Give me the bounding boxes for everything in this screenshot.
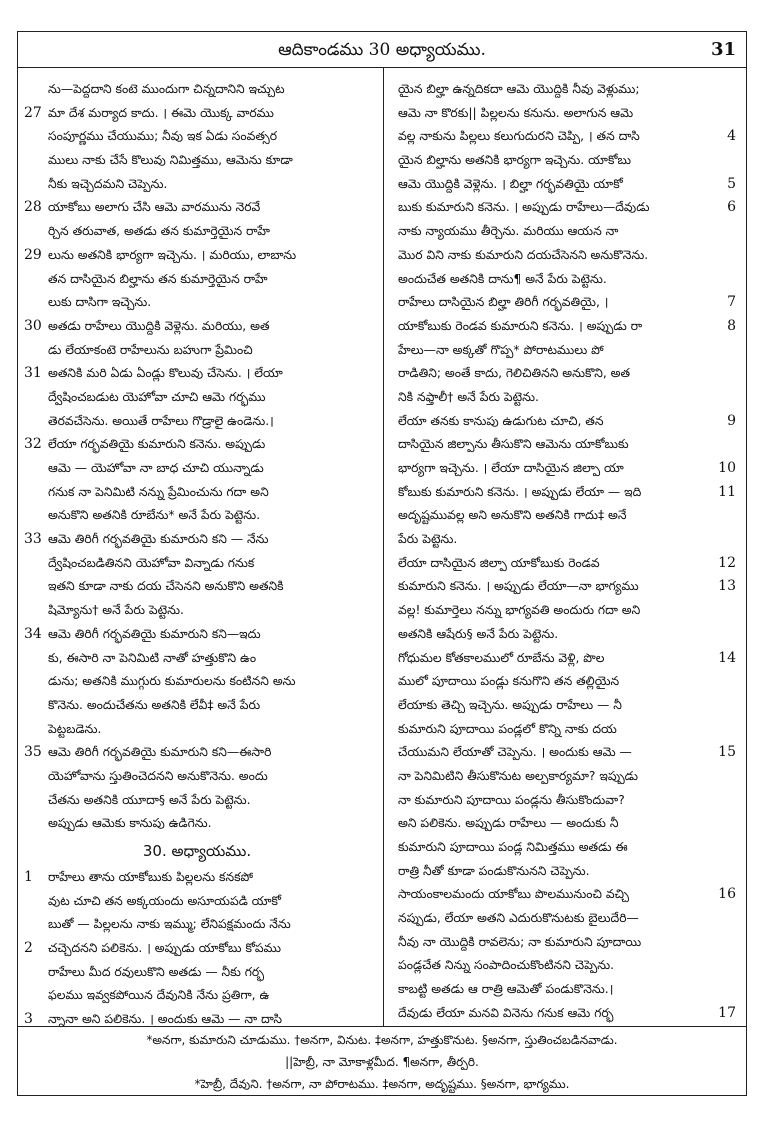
verse-number: 32 bbox=[24, 436, 42, 453]
line-text: న్నానా అని పలికెను. । అందుకు ఆమె — నా దాసి bbox=[48, 1012, 283, 1027]
text-line bbox=[392, 836, 738, 860]
line-text: రాహేలు దాసియైన బిల్హా తిరిగీ గర్భవతియై, । bbox=[398, 295, 609, 310]
text-line bbox=[24, 718, 370, 742]
text-line bbox=[392, 694, 738, 718]
line-text: నాకు న్యాయము తీర్చెను. మరియు ఆయన నా bbox=[398, 224, 619, 239]
text-line bbox=[24, 741, 370, 765]
line-text: కు, ఈసారి నా పెనిమిటి నాతో హత్తుకొని ఉం bbox=[48, 650, 257, 665]
text-line bbox=[24, 866, 370, 890]
chapter-heading: 30. అధ్యాయము. bbox=[142, 842, 252, 860]
line-text: తెరవచేసెను. అయితే రాహేలు గొడ్రాలై ఉండెను.। bbox=[48, 413, 274, 428]
text-line bbox=[24, 789, 370, 813]
text-line bbox=[24, 481, 370, 505]
line-text: ఆమె నా కొరకు|| పిల్లలను కనును. అలాగున ఆమె bbox=[398, 105, 634, 120]
text-line bbox=[392, 410, 738, 434]
text-line bbox=[24, 433, 370, 457]
line-text: డును; అతనికి ముగ్గురు కుమారులను కంటినని అను bbox=[48, 674, 296, 689]
text-line bbox=[392, 196, 738, 220]
text-line bbox=[24, 552, 370, 576]
verse-number: 13 bbox=[718, 578, 736, 595]
line-text: ఆమె తిరిగీ గర్భవతియై కుమారుని కని—ఇదు bbox=[48, 626, 261, 641]
line-text: నా కుమారుని పూదాయి పండ్లను తీసుకొందువా? bbox=[398, 792, 625, 807]
text-line bbox=[24, 78, 370, 102]
line-text: రాడితిని; అంతే కాదు, గెలిచితినని అనుకొని, అత bbox=[398, 366, 631, 381]
line-text: చేతను అతనికి యూదా§ అనే పేరు పెట్టెను. bbox=[48, 792, 251, 807]
text-line bbox=[392, 718, 738, 742]
text-line bbox=[392, 647, 738, 671]
scripture-page bbox=[17, 31, 747, 1096]
page-header bbox=[18, 32, 746, 68]
line-text: రాహేలు తాను యాకోబుకు పిల్లలను కనకపో bbox=[48, 870, 254, 884]
text-line bbox=[24, 196, 370, 220]
line-text: నా పెనిమిటిని తీసుకొనుట అల్పకార్యమా? ఇప్పుడు bbox=[398, 768, 639, 783]
line-text: ఆమె తిరిగీ గర్భవతియై కుమారుని కని—ఈసారి bbox=[48, 745, 272, 760]
line-text: ర్చిన తరువాత, అతడు తన కుమార్తెయైన రాహే bbox=[48, 224, 270, 239]
verse-number: 33 bbox=[24, 531, 42, 548]
text-line bbox=[392, 362, 738, 386]
text-line bbox=[392, 173, 738, 197]
line-text: రాహేలు మీద రవులుకొని అతడు — నీకు గర్భ bbox=[48, 964, 265, 979]
verse-number: 10 bbox=[718, 460, 736, 476]
line-text: యాకోబుకు రెండవ కుమారుని కనెను. । అప్పుడు రా bbox=[398, 318, 643, 333]
footnotes bbox=[18, 1026, 746, 1097]
text-line bbox=[392, 670, 738, 694]
text-line bbox=[392, 220, 738, 244]
text-line bbox=[24, 268, 370, 292]
right-column bbox=[392, 78, 738, 1026]
verse-number: 4 bbox=[727, 128, 736, 145]
line-text: లేయా గర్భవతియై కుమారుని కనెను. అప్పుడు bbox=[48, 437, 266, 452]
text-line bbox=[392, 883, 738, 907]
text-line bbox=[392, 741, 738, 765]
text-line bbox=[392, 907, 738, 931]
line-text: నీవు నా యొద్దికి రావలెను; నా కుమారుని పూదాయి bbox=[398, 934, 642, 949]
line-text: ఆమె యొద్దికి వెళ్లెను. । బిల్హా గర్భవతియై యాకో bbox=[398, 176, 623, 191]
column-divider bbox=[383, 68, 384, 1026]
text-line bbox=[392, 481, 738, 505]
line-text: వల్ల నాకును పిల్లలు కలుగుదురని చెప్పి, । తన దాసి bbox=[398, 129, 640, 144]
verse-number: 31 bbox=[24, 365, 42, 382]
verse-number: 9 bbox=[727, 412, 736, 429]
text-line bbox=[24, 647, 370, 671]
line-text: లును అతనికి భార్యగా ఇచ్చెను. । మరియు, లాబాను bbox=[48, 247, 297, 262]
line-text: పండ్లచేత నిన్ను సంపాదించుకొంటినని చెప్పెను. bbox=[398, 958, 615, 973]
line-text: నప్పుడు, లేయా అతని ఎదురుకొనుటకు బైలుదేరి— bbox=[398, 911, 639, 926]
line-text: చేయుమని లేయాతో చెప్పెను. । అందుకు ఆమె — bbox=[398, 745, 632, 760]
line-text: బుతో — పిల్లలను నాకు ఇమ్ము; లేనిపక్షమందు నేను bbox=[48, 917, 291, 932]
text-line bbox=[392, 386, 738, 410]
line-text: హేలు—నా అక్కతో గొప్ప* పోరాటములు పో bbox=[398, 342, 604, 357]
text-line bbox=[24, 984, 370, 1008]
line-text: అతనికి మరి ఏడు ఏండ్లు కొలువు చేసెను. । లేయా bbox=[48, 366, 283, 381]
text-line bbox=[392, 860, 738, 884]
line-text: తన దాసియైన బిల్హాను తన కుమార్తెయైన రాహే bbox=[48, 271, 268, 286]
line-text: కుమారుని పూదాయి పండ్లలో కొన్ని నాకు దయ bbox=[398, 721, 617, 736]
verse-number: 11 bbox=[718, 483, 736, 500]
text-line bbox=[392, 244, 738, 268]
line-text: చచ్చెదనని పలికెను. । అప్పుడు యాకోబు కోపము bbox=[48, 941, 281, 956]
verse-number: 2 bbox=[24, 940, 33, 957]
line-text: నికి నఫ్తాలీ† అనే పేరు పెట్టెను. bbox=[398, 389, 539, 404]
text-line bbox=[24, 362, 370, 386]
text-line bbox=[392, 931, 738, 955]
line-text: కోబుకు కుమారుని కనెను. । అప్పుడు లేయా — ఇది bbox=[398, 484, 642, 499]
line-text: షిమ్యోను† అనే పేరు పెట్టెను. bbox=[48, 603, 184, 618]
footnote-line: *హెబ్రీ, దేవుని. †అనగా, నా పోరాటము. ‡అనగా, అదృష్టము. §అనగా, భాగ్యము. bbox=[194, 1077, 570, 1091]
text-line bbox=[392, 552, 738, 576]
text-line bbox=[24, 149, 370, 173]
line-text: దేవుడు లేయా మనవి వినెను గనుక ఆమె గర్భ bbox=[398, 1005, 614, 1020]
line-text: ములు నాకు చేసే కొలువు నిమిత్తము, ఆమెను కూడా bbox=[48, 153, 293, 168]
verse-number: 35 bbox=[24, 744, 42, 761]
line-text: నీకు ఇచ్చెదమని చెప్పెను. bbox=[48, 176, 168, 191]
line-text: యెహోవాను స్తుతించెదనని అనుకొనెను. అందు bbox=[48, 768, 268, 783]
text-line bbox=[392, 812, 738, 836]
text-line bbox=[24, 410, 370, 434]
line-text: ఫలము ఇవ్వకపోయిన దేవునికి నేను ప్రతిగా, ఉ bbox=[48, 988, 270, 1003]
text-line bbox=[24, 125, 370, 149]
verse-number: 5 bbox=[727, 175, 736, 192]
line-text: ను—పెద్దదాని కంటె ముందుగా చిన్నదానిని ఇచ్చుట bbox=[48, 82, 285, 96]
text-line bbox=[392, 978, 738, 1002]
text-line bbox=[392, 504, 738, 528]
text-line bbox=[24, 102, 370, 126]
text-line bbox=[392, 78, 738, 102]
text-line bbox=[24, 220, 370, 244]
text-line bbox=[24, 694, 370, 718]
text-line bbox=[24, 913, 370, 937]
line-text: కుమారుని పూదాయి పండ్ల నిమిత్తము అతడు ఈ bbox=[398, 840, 628, 854]
verse-number: 27 bbox=[24, 104, 42, 121]
text-line bbox=[24, 244, 370, 268]
text-line bbox=[392, 315, 738, 339]
verse-number: 7 bbox=[727, 294, 736, 311]
line-text: అదృష్టమువల్ల అని అనుకొని అతనికి గాదు‡ అనే bbox=[398, 508, 627, 523]
text-line bbox=[24, 315, 370, 339]
footnote-line: *అనగా, కుమారుని చూడుము. †అనగా, వినుట. ‡అనగా, హత్తుకొనుట. §అనగా, స్తుతించబడినవాడు. bbox=[146, 1033, 618, 1047]
text-line bbox=[24, 339, 370, 363]
line-text: వల్ల! కుమార్తెలు నన్ను భాగ్యవతి అందురు గదా అని bbox=[398, 603, 641, 618]
line-text: వుట చూచి తన అక్కయందు అసూయపడి యాకో bbox=[48, 893, 282, 908]
line-text: కాబట్టి అతడు ఆ రాత్రి ఆమెతో పండుకొనెను.। bbox=[398, 982, 614, 997]
text-line bbox=[24, 670, 370, 694]
verse-number: 15 bbox=[718, 744, 736, 761]
line-text: యైన బిల్హా ఉన్నదికదా ఆమె యొద్దికి నీవు వెళ్లుము; bbox=[398, 82, 640, 96]
line-text: కుమారుని కనెను. । అప్పుడు లేయా—నా భాగ్యము bbox=[398, 579, 639, 594]
line-text: భార్యగా ఇచ్చెను. । లేయా దాసియైన జిల్పా యా bbox=[398, 461, 624, 475]
line-text: అతడు రాహేలు యొద్దికి వెళ్లెను. మరియు, అత bbox=[48, 318, 270, 333]
running-title: ఆదికాండము 30 అధ్యాయము. bbox=[278, 40, 486, 60]
text-line bbox=[392, 433, 738, 457]
text-line bbox=[392, 623, 738, 647]
text-line bbox=[24, 386, 370, 410]
line-text: అని పలికెను. అప్పుడు రాహేలు — అందుకు నీ bbox=[398, 816, 619, 831]
text-line bbox=[392, 575, 738, 599]
text-line bbox=[392, 457, 738, 481]
line-text: పెట్టబడెను. bbox=[48, 721, 102, 736]
text-line bbox=[24, 504, 370, 528]
text-line bbox=[24, 575, 370, 599]
text-line bbox=[392, 765, 738, 789]
text-line bbox=[24, 765, 370, 789]
line-text: మా దేశ మర్యాద కాదు. । ఈమె యొక్క వారము bbox=[48, 105, 274, 120]
text-line bbox=[392, 339, 738, 363]
text-line bbox=[392, 528, 738, 552]
text-line bbox=[392, 789, 738, 813]
footnote-line: ||హెబ్రీ, నా మోకాళ్లమీద. ¶అనగా, తీర్పరి. bbox=[285, 1055, 479, 1069]
line-text: ములో పూదాయి పండ్లు కనుగొని తన తల్లియైన bbox=[398, 674, 620, 689]
text-line bbox=[392, 291, 738, 315]
text-line bbox=[24, 457, 370, 481]
text-line bbox=[392, 268, 738, 292]
verse-number: 16 bbox=[718, 886, 736, 903]
line-text: సాయంకాలమందు యాకోబు పొలమునుంచి వచ్చి bbox=[398, 887, 629, 902]
text-line bbox=[24, 890, 370, 914]
text-line bbox=[24, 812, 370, 836]
verse-number: 6 bbox=[727, 199, 736, 216]
text-line bbox=[392, 1002, 738, 1026]
line-text: ద్వేషించబడుట యెహోవా చూచి ఆమె గర్భము bbox=[48, 389, 266, 404]
text-line bbox=[24, 173, 370, 197]
line-text: యైన బిల్హాను అతనికి భార్యగా ఇచ్చెను. యాకోబు bbox=[398, 153, 631, 168]
text-line bbox=[24, 623, 370, 647]
line-text: ఇతని కూడా నాకు దయ చేసెనని అనుకొని అతనికి bbox=[48, 579, 284, 594]
line-text: మొర విని నాకు కుమారుని దయచేసెనని అనుకొనెను. bbox=[398, 247, 649, 262]
text-line bbox=[24, 937, 370, 961]
line-text: డు లేయాకంటె రాహేలును బహుగా ప్రేమించి bbox=[48, 342, 253, 357]
text-line bbox=[392, 599, 738, 623]
verse-number: 29 bbox=[24, 246, 42, 263]
line-text: కొనెను. అందుచేతను అతనికి లేవీ‡ అనే పేరు bbox=[48, 697, 261, 712]
text-line bbox=[24, 291, 370, 315]
text-line bbox=[392, 954, 738, 978]
line-text: గనుక నా పెనిమిటి నన్ను ప్రేమించును గదా అని bbox=[48, 484, 269, 499]
page-number: 31 bbox=[710, 39, 736, 60]
line-text: లేయా తనకు కానుపు ఉడుగుట చూచి, తన bbox=[398, 413, 604, 428]
line-text: రాత్రి నీతో కూడా పండుకొనునని చెప్పెను. bbox=[398, 863, 590, 878]
line-text: యాకోబు అలాగు చేసి ఆమె వారమును నెరవే bbox=[48, 200, 261, 215]
verse-number: 30 bbox=[24, 317, 42, 334]
text-line bbox=[392, 125, 738, 149]
line-text: సంపూర్ణము చేయుము; నీవు ఇక ఏడు సంవత్సర bbox=[48, 129, 277, 144]
verse-number: 12 bbox=[718, 554, 736, 571]
text-line bbox=[392, 149, 738, 173]
line-text: లేయా దాసియైన జిల్పా యాకోబుకు రెండవ bbox=[398, 555, 600, 570]
line-text: అతనికి ఆషేరు§ అనే పేరు పెట్టెను. bbox=[398, 626, 559, 641]
verse-number: 34 bbox=[24, 625, 42, 642]
line-text: లుకు దాసిగా ఇచ్చెను. bbox=[48, 295, 152, 310]
line-text: లేయాకు తెచ్చి ఇచ్చెను. అప్పుడు రాహేలు — నీ bbox=[398, 697, 622, 712]
line-text: అనుకొని అతనికి రూబేను* అనే పేరు పెట్టెను. bbox=[48, 508, 261, 523]
verse-number: 8 bbox=[727, 317, 736, 334]
line-text: బుకు కుమారుని కనెను. । అప్పుడు రాహేలు—దేవుడు bbox=[398, 200, 650, 215]
verse-number: 17 bbox=[718, 1004, 736, 1021]
verse-number: 28 bbox=[24, 199, 42, 216]
line-text: ఆమె — యెహోవా నా బాధ చూచి యున్నాడు bbox=[48, 461, 264, 475]
line-text: పేరు పెట్టెను. bbox=[398, 532, 458, 547]
text-line bbox=[24, 599, 370, 623]
text-line bbox=[392, 102, 738, 126]
line-text: ద్వేషించబడితినని యెహోవా విన్నాడు గనుక bbox=[48, 555, 255, 570]
text-line bbox=[24, 961, 370, 985]
line-text: గోధుమల కోతకాలములో రూబేను వెళ్లి, పొల bbox=[398, 650, 605, 665]
line-text: అందుచేత అతనికి దాను¶ అనే పేరు పెట్టెను. bbox=[398, 271, 607, 286]
verse-number: 3 bbox=[24, 1011, 33, 1028]
verse-number: 1 bbox=[24, 869, 33, 885]
verse-number: 14 bbox=[718, 649, 736, 666]
left-column bbox=[24, 78, 370, 1032]
text-line bbox=[24, 528, 370, 552]
line-text: దాసియైన జిల్పాను తీసుకొని ఆమెను యాకోబుకు bbox=[398, 437, 629, 452]
line-text: అప్పుడు ఆమెకు కానుపు ఉడిగెను. bbox=[48, 816, 212, 831]
line-text: ఆమె తిరిగీ గర్భవతియై కుమారుని కని — నేను bbox=[48, 532, 269, 547]
